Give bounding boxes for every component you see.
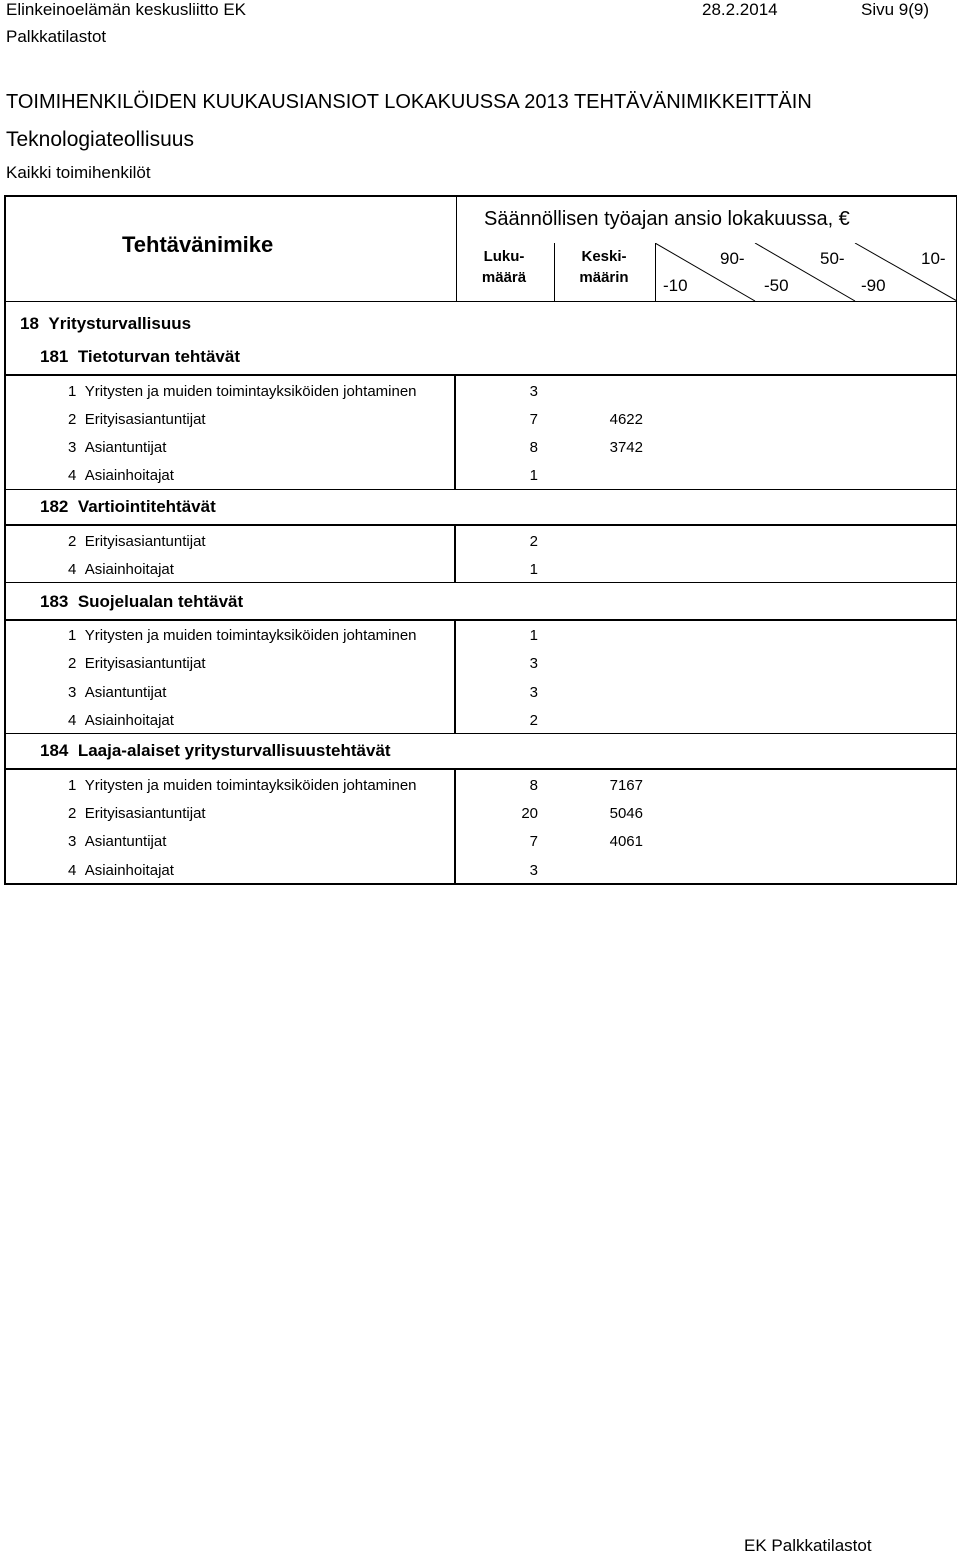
section-title: 18 Yritysturvallisuus [20, 314, 192, 333]
group-title: 182 Vartiointitehtävät [40, 497, 216, 516]
group-title: 181 Tietoturvan tehtävät [40, 347, 240, 366]
median-column-header: Keski- määrin [579, 248, 629, 286]
band-10-top: 10- [921, 249, 946, 268]
count-divider [454, 770, 456, 884]
count-divider [454, 526, 456, 582]
median-cell: 4061 [609, 833, 643, 850]
count-cell: 3 [529, 862, 538, 879]
count-cell: 3 [529, 655, 538, 672]
count-cell: 3 [529, 383, 538, 400]
page-number: Sivu 9(9) [861, 0, 930, 19]
count-cell: 1 [529, 627, 538, 644]
percentile-band-diagonals [655, 243, 957, 301]
count-column-header: Luku- määrä [481, 248, 527, 286]
table-row: 4 Asiainhoitajat [68, 467, 174, 484]
group-rule [4, 619, 957, 621]
median-cell: 3742 [609, 439, 643, 456]
group-rule [4, 582, 957, 583]
group-rule [4, 524, 957, 526]
table-row: 4 Asiainhoitajat [68, 712, 174, 729]
organization-name: Elinkeinoelämän keskusliitto EK [6, 0, 247, 19]
report-date: 28.2.2014 [702, 0, 778, 19]
department-name: Palkkatilastot [6, 27, 107, 46]
band-90-top: 90- [720, 249, 745, 268]
header-divider [456, 197, 457, 301]
table-row: 4 Asiainhoitajat [68, 561, 174, 578]
median-cell: 5046 [609, 805, 643, 822]
table-row: 4 Asiainhoitajat [68, 862, 174, 879]
header-divider [554, 243, 555, 301]
band-50-bottom: -50 [764, 276, 789, 295]
group-rule [4, 374, 957, 376]
count-cell: 7 [529, 833, 538, 850]
table-row: 1 Yritysten ja muiden toimintayksiköiden johtaminen [68, 777, 417, 794]
count-cell: 20 [521, 805, 538, 822]
count-divider [454, 621, 456, 733]
table-row: 1 Yritysten ja muiden toimintayksiköiden johtaminen [68, 627, 417, 644]
count-divider [454, 376, 456, 489]
count-cell: 1 [529, 561, 538, 578]
report-title: TOIMIHENKILÖIDEN KUUKAUSIANSIOT LOKAKUUSSA 2013 TEHTÄVÄNIMIKKEITTÄIN [6, 91, 812, 113]
count-cell: 1 [529, 467, 538, 484]
group-rule [4, 489, 957, 490]
group-rule [4, 733, 957, 734]
job-title-column-header: Tehtävänimike [122, 232, 274, 257]
band-90-bottom: -10 [663, 276, 688, 295]
count-cell: 2 [529, 712, 538, 729]
header-bottom-rule [4, 301, 957, 302]
count-cell: 8 [529, 777, 538, 794]
count-cell: 7 [529, 411, 538, 428]
table-row: 2 Erityisasiantuntijat [68, 411, 206, 428]
group-rule [4, 768, 957, 770]
table-row: 2 Erityisasiantuntijat [68, 655, 206, 672]
table-row: 2 Erityisasiantuntijat [68, 533, 206, 550]
median-cell: 7167 [609, 777, 643, 794]
count-cell: 8 [529, 439, 538, 456]
industry-title: Teknologiateollisuus [6, 128, 194, 151]
table-row: 2 Erityisasiantuntijat [68, 805, 206, 822]
band-50-top: 50- [820, 249, 845, 268]
table-row: 3 Asiantuntijat [68, 439, 167, 456]
scope-title: Kaikki toimihenkilöt [6, 163, 151, 182]
table-row: 3 Asiantuntijat [68, 833, 167, 850]
group-title: 184 Laaja-alaiset yritysturvallisuustehtävät [40, 741, 391, 760]
median-cell: 4622 [609, 411, 643, 428]
band-10-bottom: -90 [861, 276, 886, 295]
table-row: 1 Yritysten ja muiden toimintayksiköiden johtaminen [68, 383, 417, 400]
count-cell: 3 [529, 684, 538, 701]
table-bottom-rule [4, 883, 957, 885]
earnings-group-header: Säännöllisen työajan ansio lokakuussa, € [484, 208, 850, 230]
table-row: 3 Asiantuntijat [68, 684, 167, 701]
group-title: 183 Suojelualan tehtävät [40, 592, 244, 611]
count-cell: 2 [529, 533, 538, 550]
page-footer: EK Palkkatilastot [744, 1536, 872, 1555]
